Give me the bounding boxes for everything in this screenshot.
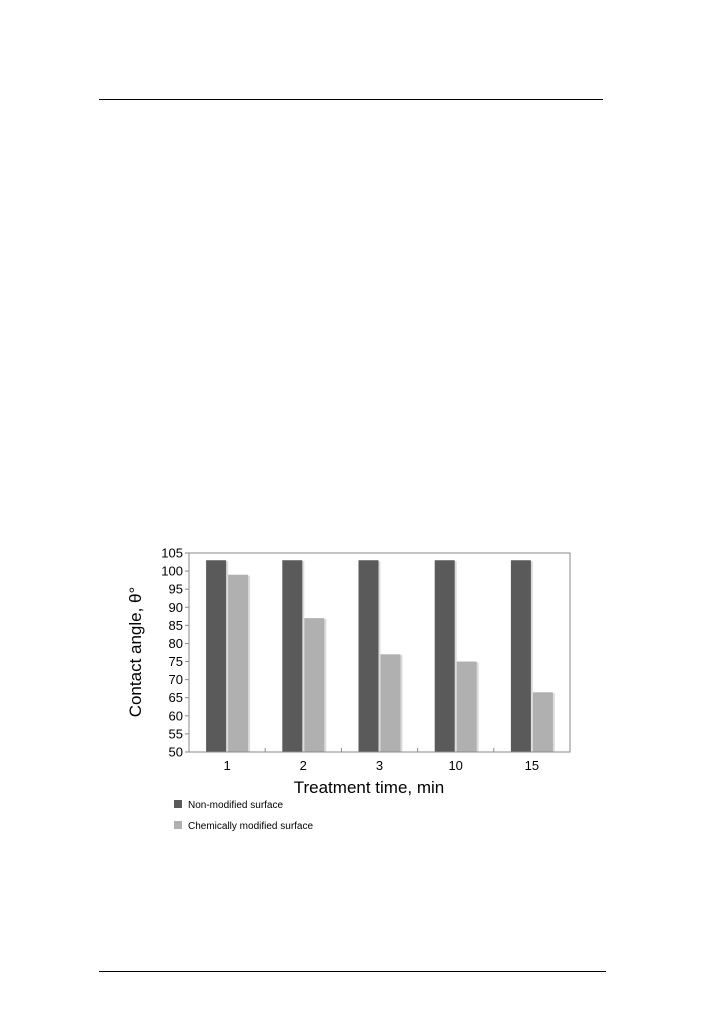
bar [206, 560, 226, 752]
x-axis-title: Treatment time, min [293, 778, 445, 797]
bar [228, 575, 248, 752]
y-tick-label: 80 [168, 635, 183, 651]
bar [359, 560, 379, 752]
y-axis-title: Contact angle, θ° [126, 586, 145, 718]
x-tick-label: 2 [299, 758, 307, 773]
y-tick-label: 70 [168, 672, 183, 688]
y-tick-label: 95 [168, 581, 183, 597]
legend-swatch [174, 821, 182, 829]
y-tick-label: 105 [161, 545, 183, 561]
bar [533, 692, 553, 752]
y-tick-label: 65 [168, 690, 183, 706]
bars-layer [206, 560, 555, 752]
bar [511, 560, 531, 752]
y-tick-label: 85 [168, 617, 183, 633]
y-tick-label: 50 [168, 744, 183, 760]
x-tick-label: 15 [524, 758, 540, 773]
bar [282, 560, 302, 752]
y-axis-ticks [161, 546, 189, 760]
bar [435, 560, 455, 752]
x-tick-label: 10 [448, 758, 463, 773]
y-tick-label: 55 [168, 726, 183, 742]
legend-swatch [174, 800, 182, 808]
y-tick-label: 60 [168, 708, 183, 724]
bar [457, 662, 477, 752]
bar [381, 654, 401, 752]
y-tick-label: 90 [168, 599, 183, 615]
x-tick-label: 3 [375, 758, 384, 773]
y-tick-label: 100 [161, 563, 183, 579]
legend-label: Non-modified surface [188, 800, 284, 811]
legend-label: Chemically modified surface [188, 821, 314, 832]
bar [304, 618, 324, 752]
y-tick-label: 75 [168, 654, 183, 670]
x-tick-label: 1 [223, 758, 231, 773]
legend [174, 800, 313, 832]
